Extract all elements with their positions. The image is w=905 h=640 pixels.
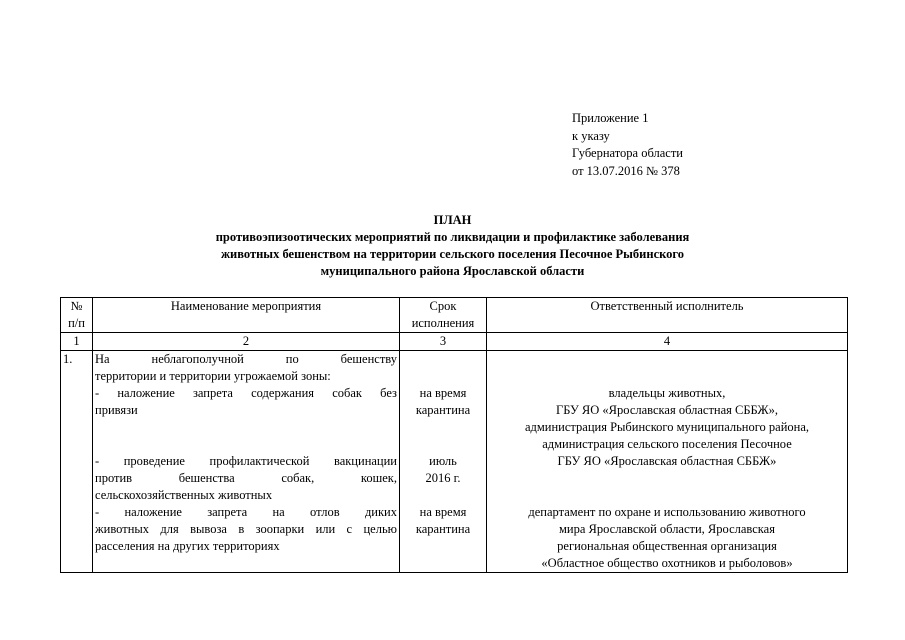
measure-1-line-2: привязи bbox=[95, 403, 138, 417]
appendix-line-3: Губернатора области bbox=[572, 146, 683, 160]
measure-2-resp-line-1: ГБУ ЯО «Ярославская областная СББЖ» bbox=[557, 454, 777, 468]
measure-3-resp-line-3: региональная общественная организация bbox=[557, 539, 777, 553]
measure-1-term-line-1: на время bbox=[419, 386, 467, 400]
header-num bbox=[61, 298, 93, 333]
header-num-line-2: п/п bbox=[68, 316, 85, 330]
header-num-line-1: № bbox=[70, 299, 83, 313]
appendix-line-1: Приложение 1 bbox=[572, 111, 649, 125]
measure-2-term-line-1: июль bbox=[429, 454, 457, 468]
plan-table bbox=[60, 297, 848, 573]
table-index-row bbox=[61, 333, 848, 351]
measure-3-term-line-1: на время bbox=[419, 505, 467, 519]
index-cell-1: 1 bbox=[61, 333, 93, 351]
header-term-line-1: Срок bbox=[429, 299, 457, 313]
measure-3-resp-line-1: департамент по охране и использованию животного bbox=[528, 505, 806, 519]
measure-1-resp-line-1: владельцы животных, bbox=[608, 386, 726, 400]
title-heading: ПЛАН bbox=[433, 213, 472, 227]
measure-3-line-2: животных для вывоза в зоопарки или с целью bbox=[95, 522, 397, 536]
appendix-line-2: к указу bbox=[572, 128, 610, 143]
measure-1-resp-line-2: ГБУ ЯО «Ярославская областная СББЖ», bbox=[555, 403, 778, 417]
measure-3-line-1: - наложение запрета на отлов диких bbox=[95, 505, 397, 519]
index-cell-3: 3 bbox=[400, 333, 487, 351]
title-line-1: противоэпизоотических мероприятий по ликвидации и профилактике заболевания bbox=[215, 230, 690, 244]
measure-2-line-2: против бешенства собак, кошек, bbox=[95, 471, 397, 485]
row1-num: 1. bbox=[61, 351, 93, 573]
header-name: Наименование мероприятия bbox=[93, 298, 400, 333]
index-cell-4: 4 bbox=[487, 333, 848, 351]
measure-3-resp-line-2: мира Ярославской области, Ярославская bbox=[559, 522, 775, 536]
title-line-2: животных бешенством на территории сельского поселения Песочное Рыбинского bbox=[220, 247, 685, 261]
measure-1-resp-line-3: администрация Рыбинского муниципального района, bbox=[524, 420, 810, 434]
appendix-block bbox=[572, 110, 683, 180]
header-term-line-2: исполнения bbox=[411, 316, 475, 330]
measure-2-line-1: - проведение профилактической вакцинации bbox=[95, 454, 397, 468]
row1-intro-line-1: На неблагополучной по бешенству bbox=[95, 352, 397, 366]
row1-terms bbox=[400, 351, 487, 573]
appendix-line-4: от 13.07.2016 № 378 bbox=[572, 163, 680, 178]
table-row bbox=[61, 351, 848, 573]
row1-responsible bbox=[487, 351, 848, 573]
table-header-row bbox=[61, 298, 848, 333]
measure-1-line-1: - наложение запрета содержания собак без bbox=[95, 386, 397, 400]
measure-2-line-3: сельскохозяйственных животных bbox=[95, 488, 273, 502]
index-cell-2: 2 bbox=[93, 333, 400, 351]
measure-3-line-3: расселения на других территориях bbox=[95, 539, 280, 553]
document-title bbox=[120, 212, 785, 280]
measure-2-term-line-2: 2016 г. bbox=[425, 471, 461, 485]
row1-measures bbox=[93, 351, 400, 573]
title-line-3: муниципального района Ярославской области bbox=[320, 264, 585, 278]
row1-intro-line-2: территории и территории угрожаемой зоны: bbox=[95, 369, 331, 383]
header-responsible: Ответственный исполнитель bbox=[487, 298, 848, 333]
measure-1-resp-line-4: администрация сельского поселения Песочное bbox=[542, 437, 792, 451]
measure-3-resp-line-4: «Областное общество охотников и рыболовов» bbox=[541, 556, 793, 570]
measure-1-term-line-2: карантина bbox=[415, 403, 471, 417]
measure-3-term-line-2: карантина bbox=[415, 522, 471, 536]
header-term bbox=[400, 298, 487, 333]
